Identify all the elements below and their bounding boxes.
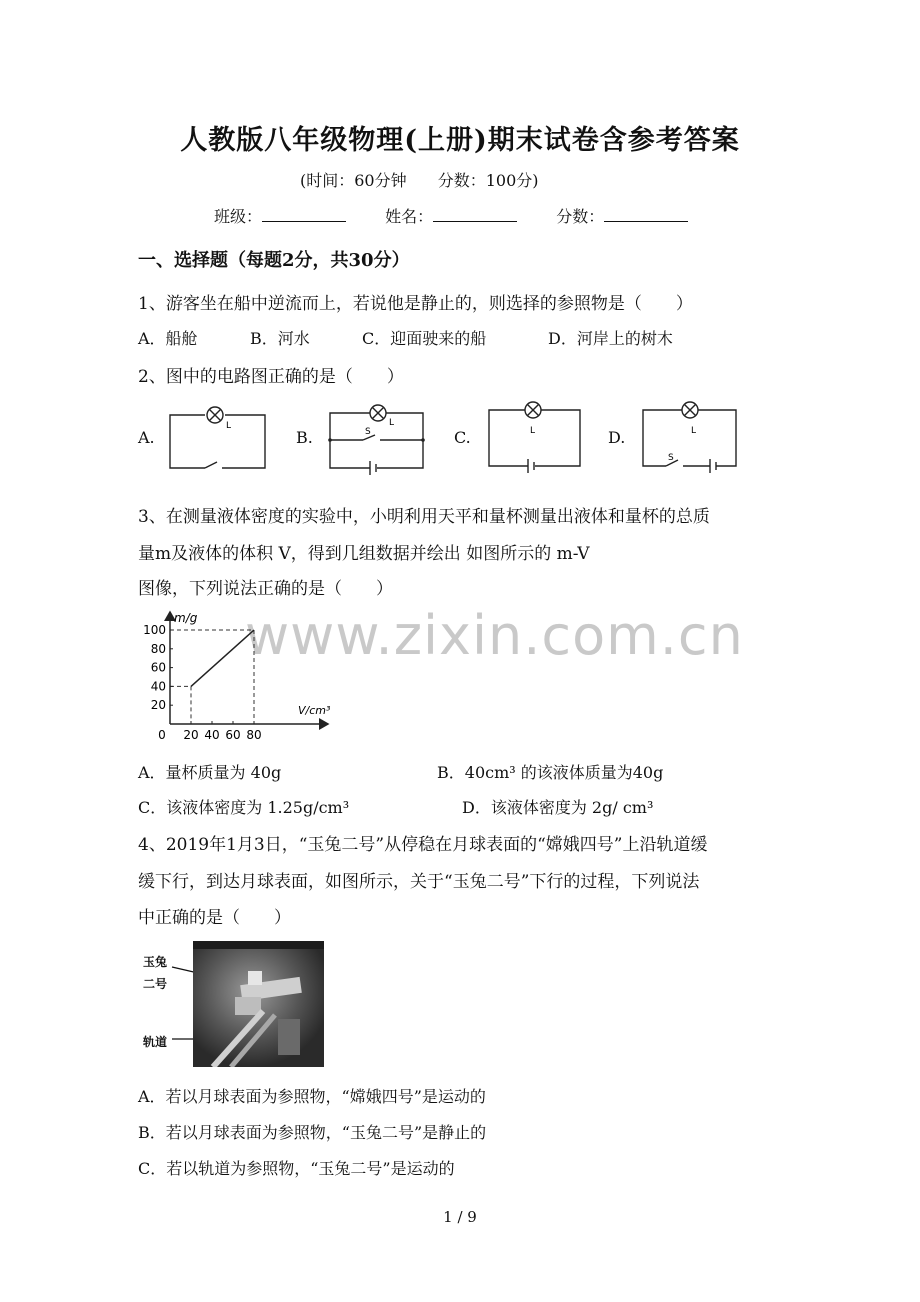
- class-label: 班级：: [214, 207, 263, 226]
- circuit-b-switch-label: S: [365, 427, 371, 437]
- rover-photo: [193, 941, 324, 1067]
- score-label: 分数：: [556, 207, 605, 226]
- photo-label-track: 轨道: [143, 1035, 168, 1049]
- q4-option-c: C．若以轨道为参照物，“玉兔二号”是运动的: [138, 1159, 455, 1178]
- circuit-d-switch-label: S: [668, 453, 674, 463]
- circuit-a-diagram: [165, 400, 270, 475]
- circuit-d-diagram: [638, 398, 743, 473]
- class-blank[interactable]: [262, 207, 346, 222]
- x-tick-label: 40: [204, 728, 220, 742]
- q2-label-b: B.: [296, 428, 313, 447]
- photo-label-rover-1: 玉兔: [143, 955, 168, 969]
- q2-label-a: A.: [138, 428, 155, 447]
- y-tick-label: 20: [150, 698, 166, 713]
- m-v-chart: [138, 606, 348, 746]
- name-label: 姓名：: [385, 207, 434, 226]
- y-tick-label: 100: [143, 623, 166, 637]
- question-3-line-3: 图像，下列说法正确的是（ ）: [138, 579, 393, 599]
- score-info: 分数：100分): [437, 171, 539, 190]
- y-axis-label: m/g: [174, 611, 198, 625]
- y-tick-label: 60: [150, 660, 166, 675]
- circuit-b-diagram: [325, 400, 430, 475]
- x-tick-label: 60: [225, 728, 241, 742]
- question-2: 2、图中的电路图正确的是（ ）: [138, 367, 404, 387]
- time-info: (时间：60分钟: [300, 171, 407, 190]
- q1-option-b: B．河水: [250, 329, 310, 348]
- y-tick-label: 40: [150, 679, 166, 694]
- question-3-line-1: 3、在测量液体密度的实验中，小明利用天平和量杯测量出液体和量杯的总质: [138, 507, 710, 527]
- circuit-c-lamp-label: L: [530, 426, 536, 436]
- q1-option-a: A．船舱: [138, 329, 198, 348]
- student-fields: [214, 204, 722, 227]
- circuit-a-lamp-label: L: [226, 421, 232, 431]
- photo-label-rover-2: 二号: [143, 977, 168, 991]
- rover-photo-image: [193, 941, 324, 1067]
- q2-label-c: C.: [454, 428, 471, 447]
- x-tick-label: 80: [246, 728, 262, 742]
- circuit-d-lamp-label: L: [691, 426, 697, 436]
- name-blank[interactable]: [433, 207, 517, 222]
- score-field[interactable]: [556, 204, 688, 227]
- x-tick-label: 0: [158, 728, 166, 742]
- watermark: www.zixin.com.cn: [245, 604, 744, 667]
- q1-option-c: C．迎面驶来的船: [362, 329, 487, 348]
- q3-option-a: A．量杯质量为 40g: [138, 763, 282, 782]
- y-tick-label: 80: [150, 641, 166, 656]
- question-3-line-2: 量m及液体的体积 V，得到几组数据并绘出 如图所示的 m-V: [138, 544, 590, 564]
- circuit-c-diagram: [484, 398, 589, 473]
- score-blank[interactable]: [604, 207, 688, 222]
- question-4-line-2: 缓下行，到达月球表面，如图所示，关于“玉兔二号”下行的过程，下列说法: [138, 872, 700, 892]
- q1-option-d: D．河岸上的树木: [548, 329, 673, 348]
- question-1: 1、游客坐在船中逆流而上，若说他是静止的，则选择的参照物是（ ）: [138, 294, 693, 314]
- series-line: [191, 630, 254, 686]
- question-4-line-1: 4、2019年1月3日，“玉兔二号”从停稳在月球表面的“嫦娥四号”上沿轨道缓: [138, 835, 708, 855]
- page-number: 1 / 9: [443, 1208, 477, 1226]
- q3-option-b: B．40cm³ 的该液体质量为40g: [437, 763, 664, 782]
- q4-option-a: A．若以月球表面为参照物，“嫦娥四号”是运动的: [138, 1087, 486, 1106]
- q2-label-d: D.: [608, 428, 626, 447]
- x-tick-label: 20: [183, 728, 199, 742]
- name-field[interactable]: [385, 204, 517, 227]
- section-heading: 一、选择题（每题2分，共30分）: [138, 250, 410, 271]
- q3-option-c: C．该液体密度为 1.25g/cm³: [138, 798, 350, 817]
- circuit-b-lamp-label: L: [389, 418, 395, 428]
- class-field[interactable]: [214, 204, 346, 227]
- q4-option-b: B．若以月球表面为参照物，“玉兔二号”是静止的: [138, 1123, 487, 1142]
- page-title: 人教版八年级物理(上册)期末试卷含参考答案: [180, 125, 740, 156]
- q3-option-d: D．该液体密度为 2g/ cm³: [462, 798, 654, 817]
- question-4-line-3: 中正确的是（ ）: [138, 908, 291, 928]
- exam-info: [300, 168, 565, 191]
- x-axis-label: V/cm³: [298, 704, 331, 717]
